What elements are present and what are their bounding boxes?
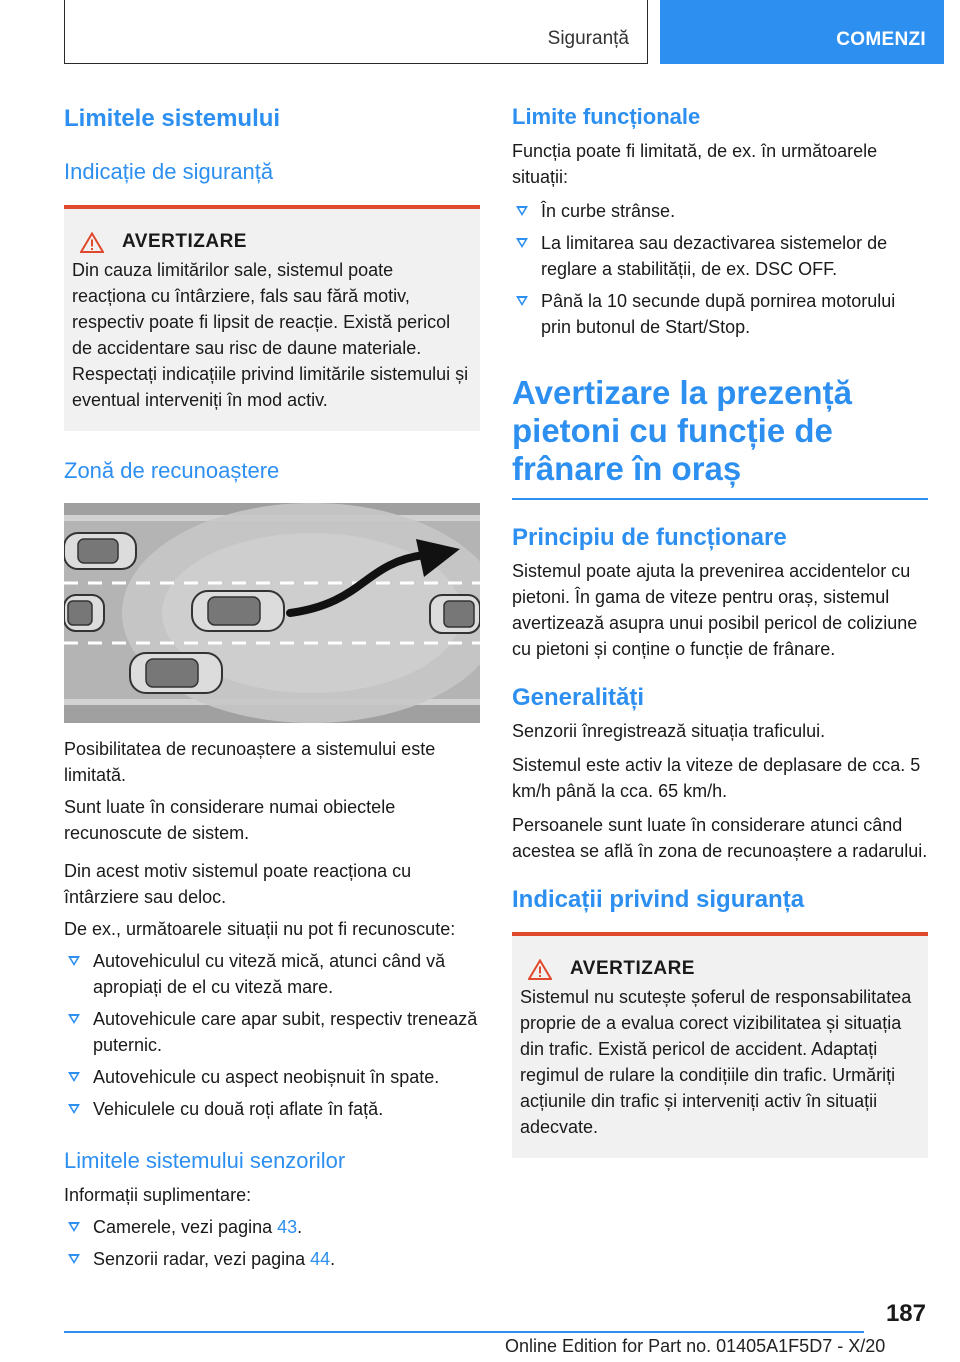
heading-underline — [512, 498, 928, 500]
header-section-title: Siguranță — [547, 28, 629, 49]
chapter-tab-label: COMENZI — [836, 29, 926, 50]
paragraph-delayed-reaction: Din acest motiv sistemul poate reacționa cu întârziere sau deloc. — [64, 861, 412, 907]
paragraph-general-2: Sistemul este activ la viteze de deplasare de cca. 5 km/h până la cca. 65 km/h. — [512, 755, 921, 801]
paragraph-recognized-objects: Sunt luate în considerare numai obiectele recunoscute de sistem. — [64, 797, 396, 843]
paragraph-general-3: Persoanele sunt luate în considerare atunci când acestea se află în zona de recunoaștere a radarului. — [512, 815, 928, 861]
chapter-tab[interactable] — [660, 0, 944, 64]
warning-triangle-icon — [80, 232, 104, 253]
warning-text: Din cauza limitărilor sale, sistemul poate reacționa cu întârziere, fals sau fără motiv, respectiv poate fi lipsit de reacție. Există pericol de accidentare sau risc de daune materiale. Respectați indicațiile privind limitările sistemului și eventual interveniți în mod activ. — [72, 260, 469, 410]
paragraph-functional-limits-intro: Funcția poate fi limitată, de ex. în următoarele situații: — [512, 141, 878, 187]
car-top-left-icon — [64, 533, 136, 569]
warning-text: Sistemul nu scutește șoferul de responsabilitatea proprie de a evalua corect vizibilitatea și situația din trafic. Există pericol de accident. Adaptați regimul de rulare la condițiile din trafic. Urmăriți acțiunile din trafic și interveniți activ în situații adecvate. — [520, 987, 912, 1137]
heading-general: Generalități — [512, 684, 645, 711]
warning-title: AVERTIZARE — [122, 231, 247, 252]
list-item: Până la 10 secunde după pornirea motorului prin butonul de Start/Stop. — [512, 288, 928, 340]
bullet-triangle-icon — [516, 206, 528, 216]
bullet-triangle-icon — [68, 1014, 80, 1024]
left-column — [64, 100, 480, 1272]
list-item: La limitarea sau dezactivarea sistemelor de reglare a stabilității, de ex. DSC OFF. — [512, 230, 928, 282]
bullet-triangle-icon — [516, 238, 528, 248]
heading-system-limits: Limitele sistemului — [64, 105, 281, 132]
warning-triangle-icon — [528, 959, 552, 980]
car-bottom-icon — [130, 653, 222, 693]
sensor-references-list — [64, 1214, 480, 1272]
radar-page-link[interactable]: 44 — [310, 1249, 331, 1269]
right-column — [512, 100, 928, 1158]
header-section-box — [64, 0, 648, 64]
car-center-icon — [192, 591, 284, 631]
warning-title: AVERTIZARE — [570, 958, 695, 979]
list-item: Autovehiculul cu viteză mică, atunci când vă apropiați de el cu viteză mare. — [64, 948, 480, 1000]
list-item: Autovehicule care apar subit, respectiv trenează puternic. — [64, 1006, 480, 1058]
warning-title-row — [72, 231, 472, 253]
cameras-page-link[interactable]: 43 — [277, 1217, 298, 1237]
list-item: Autovehicule cu aspect neobișnuit în spate. — [64, 1064, 480, 1090]
paragraph-operating-principle: Sistemul poate ajuta la prevenirea accidentelor cu pietoni. În gama de viteze pentru oraș, sistemul avertizează asupra unui posibil pericol de coliziune cu pietoni și conține o funcție de frânare. — [512, 561, 918, 659]
bullet-triangle-icon — [68, 956, 80, 966]
detection-zone-figure — [64, 503, 480, 723]
warning-box — [512, 932, 928, 1158]
list-item: Senzorii radar, vezi pagina 44. — [64, 1246, 480, 1272]
bullet-triangle-icon — [68, 1104, 80, 1114]
bullet-triangle-icon — [68, 1072, 80, 1082]
heading-pedestrian-warning: Avertizare la prezență pietoni cu funcție de frânare în oraș — [512, 374, 852, 487]
bullet-triangle-icon — [68, 1254, 80, 1264]
heading-functional-limits: Limite funcționale — [512, 104, 701, 129]
list-item: Camerele, vezi pagina 43. — [64, 1214, 480, 1240]
bullet-triangle-icon — [68, 1222, 80, 1232]
heading-sensor-limits: Limitele sistemului senzorilor — [64, 1148, 346, 1173]
functional-limits-list — [512, 198, 928, 340]
detection-zone-illustration — [64, 503, 480, 723]
footer-edition: Online Edition for Part no. 01405A1F5D7 - X/20 — [505, 1336, 886, 1356]
footer-divider — [64, 1331, 864, 1333]
list-item: Vehiculele cu două roți aflate în față. — [64, 1096, 480, 1122]
list-item: În curbe strânse. — [512, 198, 928, 224]
heading-safety-note: Indicație de siguranță — [64, 159, 274, 184]
warning-box — [64, 205, 480, 431]
paragraph-detection-limited: Posibilitatea de recunoaștere a sistemului este limitată. — [64, 739, 436, 785]
bullet-triangle-icon — [516, 296, 528, 306]
paragraph-unrecognized-intro: De ex., următoarele situații nu pot fi recunoscute: — [64, 919, 456, 939]
heading-safety-notes: Indicații privind siguranța — [512, 886, 805, 913]
unrecognized-situations-list — [64, 948, 480, 1122]
car-left-mid-icon — [64, 595, 104, 631]
paragraph-general-1: Senzorii înregistrează situația traficului. — [512, 721, 826, 741]
heading-operating-principle: Principiu de funcționare — [512, 524, 787, 551]
warning-title-row — [520, 958, 920, 980]
car-right-icon — [430, 595, 480, 633]
heading-detection-zone: Zonă de recunoaștere — [64, 458, 280, 483]
paragraph-more-info: Informații suplimentare: — [64, 1185, 252, 1205]
page-number: 187 — [885, 1300, 926, 1327]
